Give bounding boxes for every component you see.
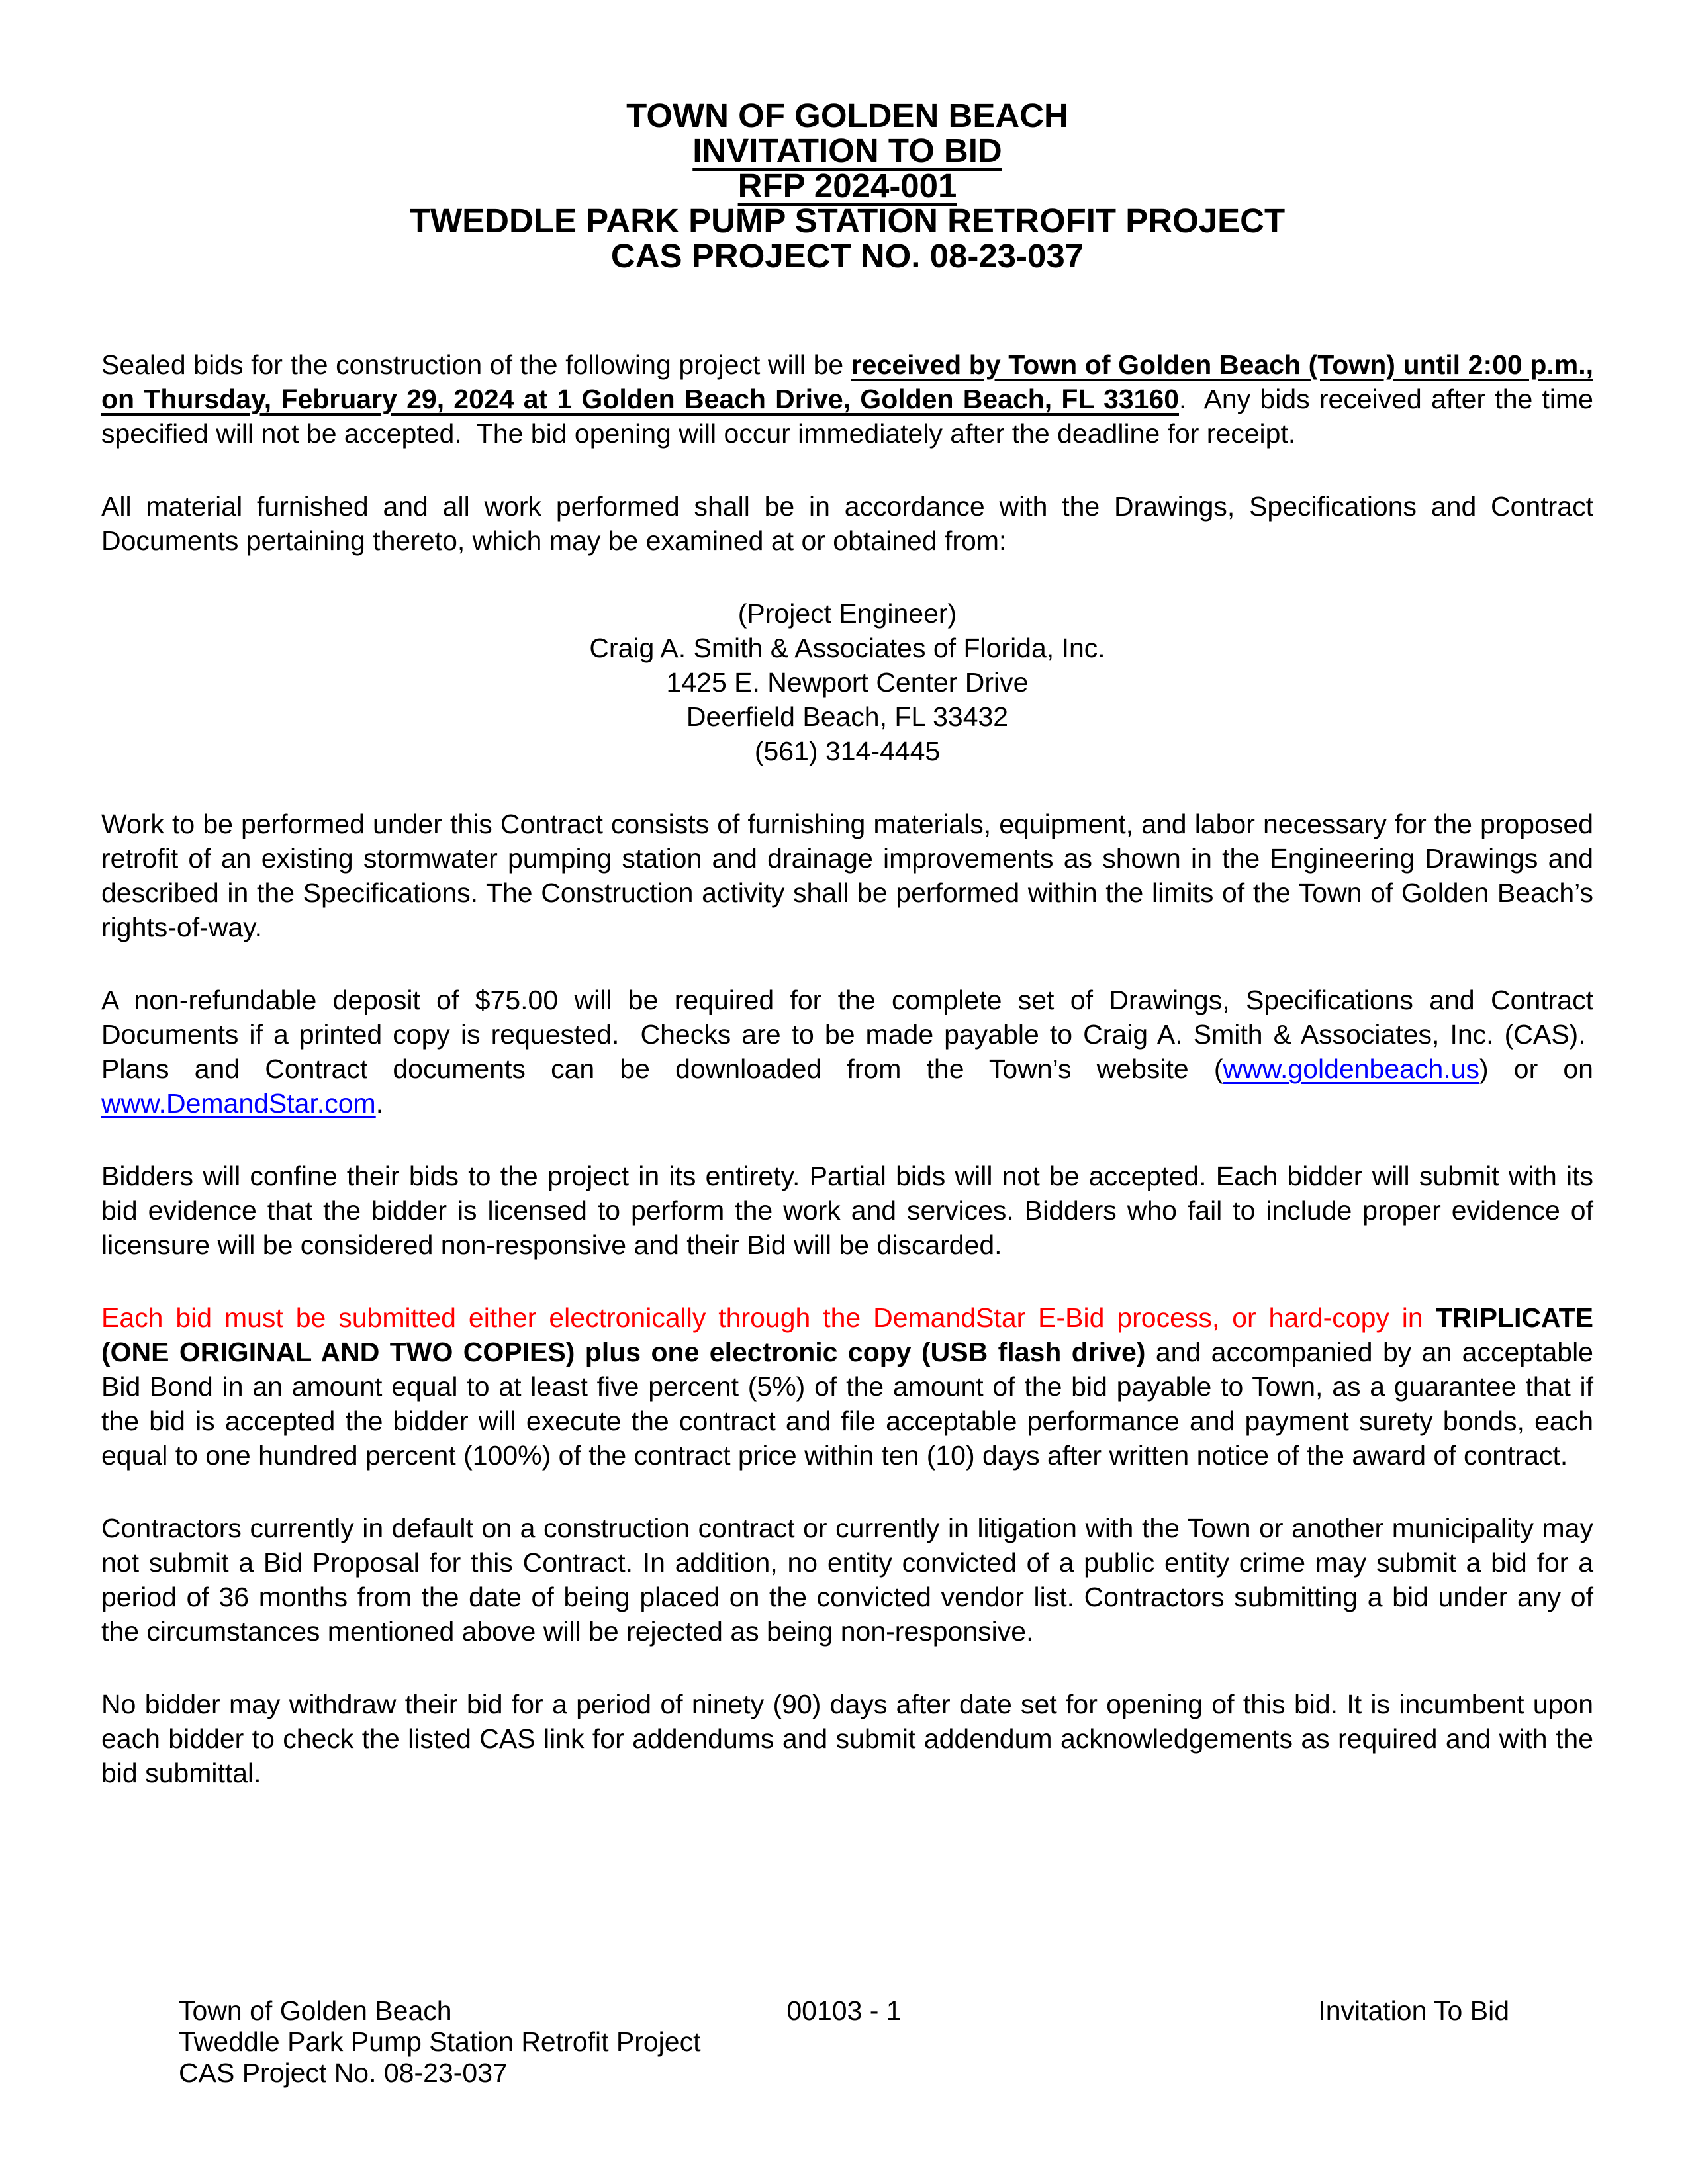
engineer-name: Craig A. Smith & Associates of Florida, Inc. <box>589 633 1105 663</box>
sealed-bids-pre: Sealed bids for the construction of the following project will be <box>101 349 851 380</box>
title-invitation-line: INVITATION TO BID <box>692 132 1002 169</box>
title-cas-project-no: CAS PROJECT NO. 08-23-037 <box>610 237 1084 275</box>
title-town-name: TOWN OF GOLDEN BEACH <box>626 97 1068 134</box>
paragraph-bidders: Bidders will confine their bids to the project in its entirety. Partial bids will not be accepted. Each bidder will submit with its bid evidence that the bidder is licensed to perform the work and services. Bidders who fail to include proper evidence of licensure will be considered non-responsive and their Bid will be discarded. <box>101 1161 1593 1260</box>
title-rfp-number: RFP 2024-001 <box>737 167 957 205</box>
engineer-street: 1425 E. Newport Center Drive <box>666 667 1029 698</box>
deposit-mid: ) or on <box>1479 1054 1593 1084</box>
goldenbeach-link[interactable]: www.goldenbeach.us <box>1223 1054 1479 1084</box>
bid-deadline-emphasis: received by Town of Golden Beach (Town) until 2:00 p.m., on Thursday, February 29, 2024 at 1 Golden Beach Drive, Golden Beach, FL 33160 <box>101 349 1593 414</box>
paragraph-work-scope: Work to be performed under this Contract consists of furnishing materials, equipment, and labor necessary for the proposed retrofit of an existing stormwater pumping station and drainage improvements as shown in the Engineering Drawings and described in the Specifications. The Construction activity shall be performed within the limits of the Town of Golden Beach’s rights-of-way. <box>101 809 1593 942</box>
demandstar-link[interactable]: www.DemandStar.com <box>101 1088 376 1118</box>
footer-cas-no: CAS Project No. 08-23-037 <box>179 2058 508 2088</box>
page-footer <box>179 1995 1509 2089</box>
engineer-address-block <box>101 596 1593 768</box>
paragraph-deposit <box>101 983 1593 1120</box>
footer-org: Town of Golden Beach <box>179 1995 452 2026</box>
engineer-phone: (561) 314-4445 <box>754 736 941 766</box>
footer-page-number: 00103 - 1 <box>786 1995 902 2026</box>
footer-doc-title: Invitation To Bid <box>1318 1995 1509 2026</box>
document-content <box>101 98 1593 1829</box>
paragraph-default-litigation: Contractors currently in default on a construction contract or currently in litigation with the Town or another municipality may not submit a Bid Proposal for this Contract. In addition, no entity convicted of a public entity crime may submit a bid for a period of 36 months from the date of being placed on the convicted vendor list. Contractors submitting a bid under any of the circumstances mentioned above will be rejected as being non-responsive. <box>101 1513 1593 1647</box>
footer-project: Tweddle Park Pump Station Retrofit Project <box>179 2026 701 2057</box>
submission-post: and accompanied by an acceptable Bid Bond in an amount equal to at least five percent (5%) of the amount of the bid payable to Town, as a guarantee that if the bid is accepted the bidder will execute the contract and file acceptable performance and payment surety bonds, each equal to one hundred percent (100%) of the contract price within ten (10) days after written notice of the award of contract. <box>101 1337 1593 1471</box>
submission-red-text: Each bid must be submitted either electronically through the DemandStar E-Bid process, or hard-copy in <box>101 1302 1436 1333</box>
deposit-pre: A non-refundable deposit of $75.00 will be required for the complete set of Drawings, Specifications and Contract Documents if a printed copy is requested. Checks are to be made payable to Craig A. Smith & Associates, Inc. (CAS). Plans and Contract documents can be downloaded from the Town’s website ( <box>101 985 1593 1084</box>
engineer-city: Deerfield Beach, FL 33432 <box>686 702 1009 732</box>
paragraph-submission <box>101 1300 1593 1473</box>
sealed-bids-post: . Any bids received after the time specified will not be accepted. The bid opening will occur immediately after the deadline for receipt. <box>101 384 1593 449</box>
paragraph-materials: All material furnished and all work performed shall be in accordance with the Drawings, Specifications and Contract Documents pertaining thereto, which may be examined at or obtained from: <box>101 491 1593 556</box>
footer-left-block <box>179 1995 786 2089</box>
paragraph-sealed-bids <box>101 347 1593 451</box>
paragraph-withdraw: No bidder may withdraw their bid for a period of ninety (90) days after date set for opening of this bid. It is incumbent upon each bidder to check the listed CAS link for addendums and submit addendum acknowledgements as required and with the bid submittal. <box>101 1689 1593 1788</box>
submission-triplicate-bold: TRIPLICATE (ONE ORIGINAL AND TWO COPIES) plus one electronic copy (USB flash drive) <box>101 1302 1593 1367</box>
deposit-post: . <box>375 1088 384 1118</box>
document-title-block <box>101 98 1593 273</box>
engineer-role: (Project Engineer) <box>737 598 957 629</box>
title-project-name: TWEDDLE PARK PUMP STATION RETROFIT PROJECT <box>409 202 1286 240</box>
